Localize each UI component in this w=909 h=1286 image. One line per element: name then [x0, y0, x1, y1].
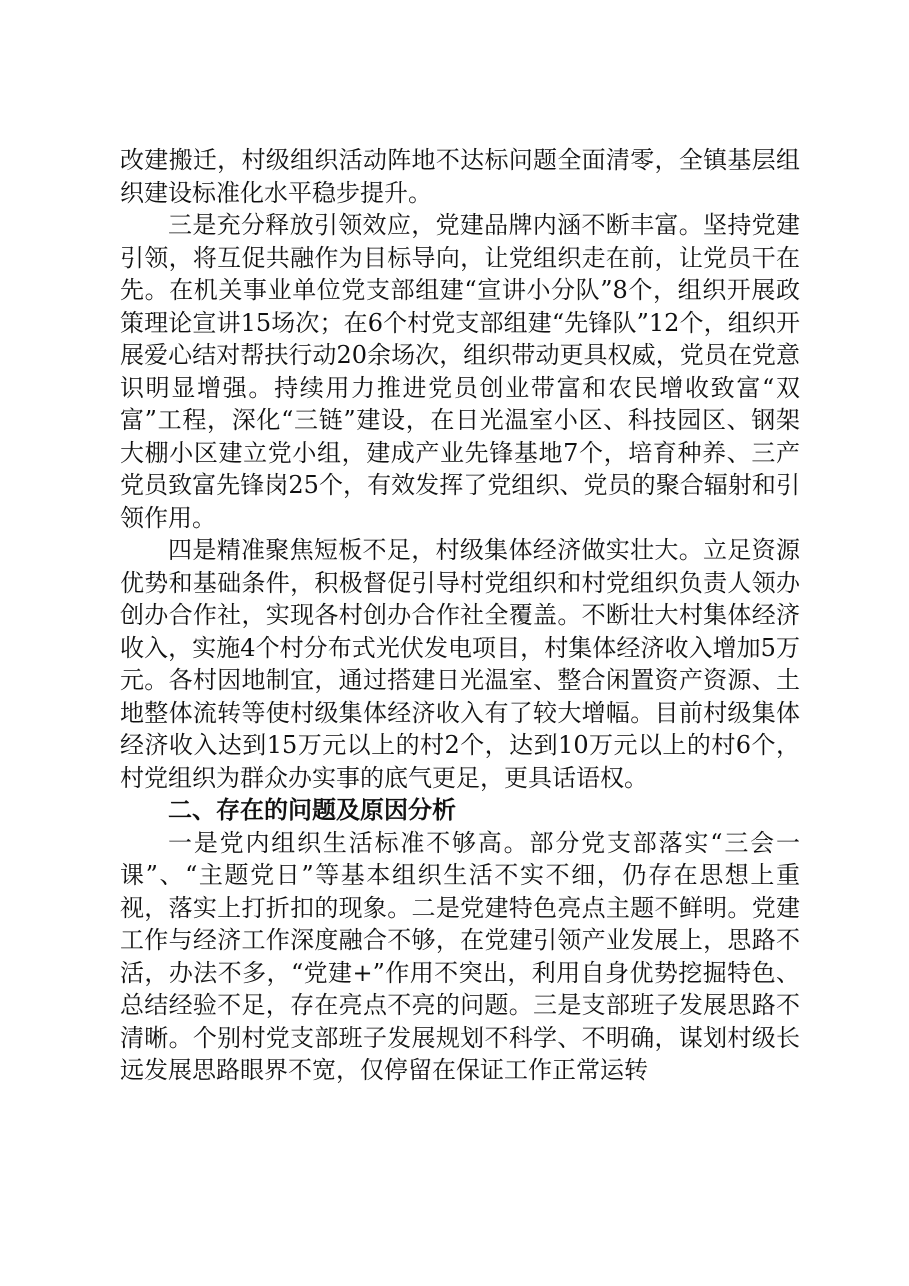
paragraph-party-brand: 三是充分释放引领效应，党建品牌内涵不断丰富。坚持党建引领，将互促共融作为目标导向，让党组织走在前，让党员干在先。在机关事业单位党支部组建“宣讲小分队”8个，组织开展政策理论宣讲15场次；在6个村党支部组建“先锋队”12个，组织开展爱心结对帮扶行动20余场次，组织带动更具权威，党员在党意识明显增强。持续用力推进党员创业带富和农民增收致富“双富”工程，深化“三链”建设，在日光温室小区、科技园区、钢架大棚小区建立党小组，建成产业先锋基地7个，培育种养、三产党员致富先锋岗25个，有效发挥了党组织、党员的聚合辐射和引领作用。 [120, 211, 800, 532]
paragraph-problems: 一是党内组织生活标准不够高。部分党支部落实“三会一课”、“主题党日”等基本组织生活不实不细，仍存在思想上重视，落实上打折扣的现象。二是党建特色亮点主题不鲜明。党建工作与经济工作深度融合不够，在党建引领产业发展上，思路不活，办法不多，“党建+”作用不突出，利用自身优势挖掘特色、总结经验不足，存在亮点不亮的问题。三是支部班子发展思路不清晰。个别村党支部班子发展规划不科学、不明确，谋划村级长远发展思路眼界不宽，仅停留在保证工作正常运转 [120, 828, 800, 1084]
paragraph-collective-economy: 四是精准聚焦短板不足，村级集体经济做实壮大。立足资源优势和基础条件，积极督促引导村党组织和村党组织负责人领办创办合作社，实现各村创办合作社全覆盖。不断壮大村集体经济收入，实施4个村分布式光伏发电项目，村集体经济收入增加5万元。各村因地制宜，通过搭建日光温室、整合闲置资产资源、土地整体流转等使村级集体经济收入有了较大增幅。目前村级集体经济收入达到15万元以上的村2个，达到10万元以上的村6个，村党组织为群众办实事的底气更足，更具话语权。 [120, 536, 800, 792]
section-heading-problems: 二、存在的问题及原因分析 [168, 796, 456, 824]
document-body [120, 144, 800, 1087]
paragraph-continuation: 改建搬迁，村级组织活动阵地不达标问题全面清零，全镇基层组织建设标准化水平稳步提升。 [120, 146, 800, 207]
